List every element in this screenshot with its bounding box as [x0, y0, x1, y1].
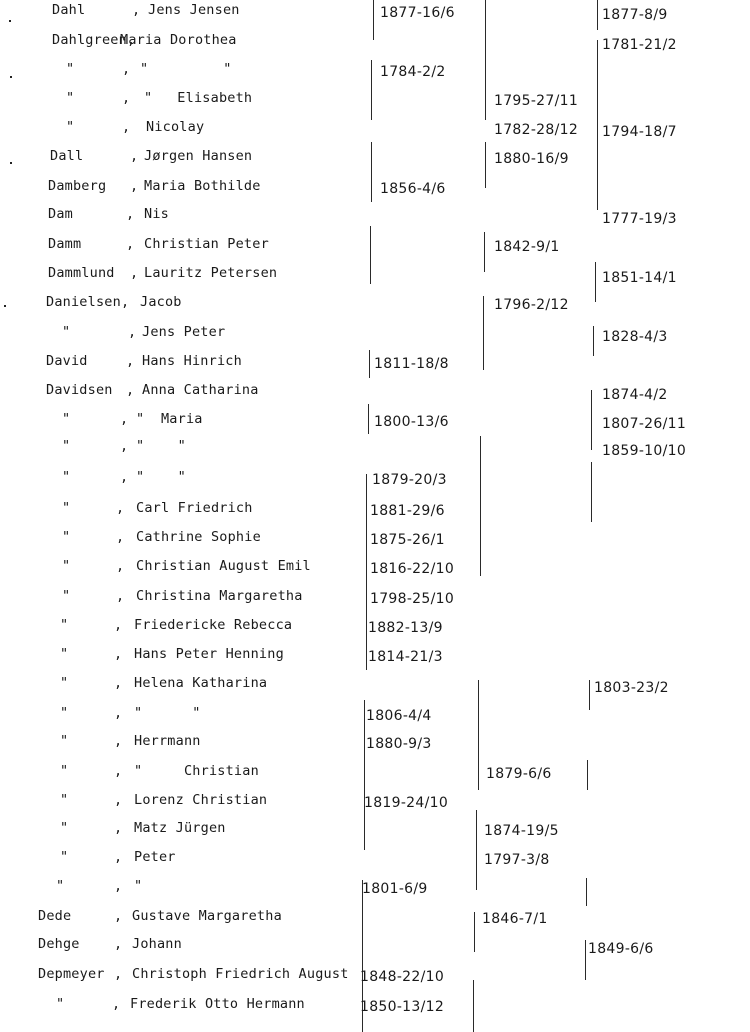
entry-date-column-3: 1794-18/7	[602, 124, 677, 140]
entry-given-name: " "	[136, 469, 186, 485]
entry-given-name: " Elisabeth	[144, 90, 253, 106]
column-rule	[474, 912, 475, 952]
entry-given-name: " "	[136, 438, 186, 454]
entry-date-column-2: 1846-7/1	[482, 911, 548, 927]
column-rule	[589, 680, 590, 710]
entry-date-column-3: 1877-8/9	[602, 7, 668, 23]
name-separator: ,	[120, 469, 129, 485]
name-separator: ,	[114, 849, 123, 865]
entry-given-name: " Maria	[136, 411, 203, 427]
entry-date-column-1: 1784-2/2	[380, 64, 446, 80]
entry-date-column-2: 1880-16/9	[494, 151, 569, 167]
entry-given-name: Jens Jensen	[148, 2, 240, 18]
entry-surname: "	[60, 792, 69, 808]
entry-surname: Damm	[48, 236, 82, 252]
column-rule	[595, 262, 596, 302]
name-separator: ,	[116, 529, 125, 545]
entry-surname: Dall	[50, 148, 84, 164]
entry-date-column-1: 1798-25/10	[370, 591, 455, 607]
entry-date-column-1: 1819-24/10	[364, 795, 449, 811]
entry-given-name: Jacob	[140, 294, 182, 310]
column-rule	[597, 0, 598, 30]
name-separator: ,	[122, 90, 131, 106]
name-separator: ,	[116, 558, 125, 574]
column-rule	[370, 226, 371, 284]
entry-given-name: " Christian	[134, 763, 259, 779]
entry-date-column-2: 1879-6/6	[486, 766, 552, 782]
entry-given-name: Christian August Emil	[136, 558, 311, 574]
name-separator: ,	[112, 996, 121, 1012]
entry-surname: Depmeyer	[38, 966, 105, 982]
entry-given-name: Christina Margaretha	[136, 588, 303, 604]
entry-surname: "	[60, 617, 69, 633]
entry-given-name: " "	[140, 61, 232, 77]
entry-surname: "	[60, 733, 69, 749]
name-separator: ,	[122, 119, 131, 135]
column-rule	[366, 474, 367, 670]
entry-date-column-1: 1881-29/6	[370, 503, 445, 519]
entry-date-column-3: 1777-19/3	[602, 211, 677, 227]
entry-date-column-1: 1856-4/6	[380, 181, 446, 197]
name-separator: ,	[122, 61, 131, 77]
column-rule	[364, 700, 365, 850]
entry-date-column-3: 1859-10/10	[602, 443, 687, 459]
name-separator: ,	[114, 966, 123, 982]
entry-surname: "	[62, 500, 71, 516]
entry-given-name: Cathrine Sophie	[136, 529, 261, 545]
name-separator: ,	[114, 908, 123, 924]
entry-given-name: Nicolay	[146, 119, 205, 135]
entry-surname: "	[62, 324, 71, 340]
entry-given-name: Frederik Otto Hermann	[130, 996, 305, 1012]
entry-surname: Damberg	[48, 178, 107, 194]
entry-surname: "	[66, 61, 75, 77]
entry-date-column-1: 1875-26/1	[370, 532, 445, 548]
entry-date-column-3: 1828-4/3	[602, 329, 668, 345]
column-rule	[597, 40, 598, 210]
scan-speck	[4, 305, 6, 307]
name-separator: ,	[114, 878, 123, 894]
name-separator: ,	[114, 675, 123, 691]
entry-surname: "	[56, 996, 65, 1012]
entry-surname: David	[46, 353, 88, 369]
entry-surname: "	[60, 646, 69, 662]
name-separator: ,	[130, 265, 139, 281]
column-rule	[587, 760, 588, 790]
column-rule	[483, 296, 484, 370]
entry-given-name: Anna Catharina	[142, 382, 259, 398]
entry-date-column-3: 1781-21/2	[602, 37, 677, 53]
entry-surname: "	[60, 763, 69, 779]
entry-surname: "	[62, 529, 71, 545]
name-separator: ,	[126, 236, 135, 252]
entry-surname: "	[60, 705, 69, 721]
entry-surname: Dam	[48, 206, 73, 222]
entry-given-name: Lorenz Christian	[134, 792, 268, 808]
entry-given-name: Maria Bothilde	[144, 178, 261, 194]
name-separator: ,	[120, 411, 129, 427]
name-separator: ,	[114, 936, 123, 952]
entry-given-name: Jørgen Hansen	[144, 148, 253, 164]
entry-date-column-3: 1851-14/1	[602, 270, 677, 286]
column-rule	[373, 0, 374, 40]
entry-date-column-1: 1848-22/10	[360, 969, 445, 985]
entry-surname: Dammlund	[48, 265, 115, 281]
entry-given-name: Carl Friedrich	[136, 500, 253, 516]
name-separator: ,	[116, 500, 125, 516]
name-separator: ,	[128, 324, 137, 340]
column-rule	[585, 940, 586, 980]
scan-speck	[10, 162, 12, 164]
entry-date-column-1: 1811-18/8	[374, 356, 449, 372]
entry-given-name: Hans Hinrich	[142, 353, 242, 369]
entry-surname: Dahlgreen,	[52, 32, 136, 48]
entry-surname: Davidsen	[46, 382, 113, 398]
entry-date-column-3: 1807-26/11	[602, 416, 687, 432]
entry-surname: "	[66, 90, 75, 106]
entry-surname: Dehge	[38, 936, 80, 952]
entry-surname: "	[62, 411, 71, 427]
column-rule	[369, 350, 370, 378]
entry-surname: "	[60, 675, 69, 691]
name-separator: ,	[114, 792, 123, 808]
entry-date-column-1: 1800-13/6	[374, 414, 449, 430]
entry-surname: "	[62, 469, 71, 485]
column-rule	[591, 390, 592, 450]
entry-date-column-1: 1880-9/3	[366, 736, 432, 752]
entry-given-name: Peter	[134, 849, 176, 865]
name-separator: ,	[126, 382, 135, 398]
entry-given-name: Herrmann	[134, 733, 201, 749]
name-separator: ,	[132, 2, 141, 18]
entry-given-name: Helena Katharina	[134, 675, 268, 691]
column-rule	[473, 980, 474, 1032]
entry-surname: "	[56, 878, 65, 894]
entry-date-column-3: 1803-23/2	[594, 680, 669, 696]
column-rule	[593, 326, 594, 356]
column-rule	[371, 60, 372, 120]
entry-date-column-2: 1795-27/11	[494, 93, 579, 109]
name-separator: ,	[114, 705, 123, 721]
entry-surname: "	[66, 119, 75, 135]
column-rule	[478, 680, 479, 790]
column-rule	[591, 462, 592, 522]
name-separator: ,	[114, 763, 123, 779]
entry-surname: Danielsen,	[46, 294, 130, 310]
entry-given-name: Hans Peter Henning	[134, 646, 284, 662]
scan-speck	[10, 76, 12, 78]
column-rule	[480, 436, 481, 576]
entry-given-name: Friedericke Rebecca	[134, 617, 293, 633]
name-separator: ,	[114, 733, 123, 749]
entry-given-name: Gustave Margaretha	[132, 908, 282, 924]
entry-given-name: Matz Jürgen	[134, 820, 226, 836]
entry-date-column-1: 1877-16/6	[380, 5, 455, 21]
column-rule	[586, 878, 587, 906]
entry-date-column-2: 1842-9/1	[494, 239, 560, 255]
entry-date-column-1: 1806-4/4	[366, 708, 432, 724]
entry-given-name: " "	[134, 705, 201, 721]
entry-date-column-3: 1849-6/6	[588, 941, 654, 957]
entry-date-column-2: 1874-19/5	[484, 823, 559, 839]
entry-date-column-2: 1796-2/12	[494, 297, 569, 313]
entry-surname: Dede	[38, 908, 72, 924]
name-separator: ,	[130, 178, 139, 194]
column-rule	[485, 0, 486, 120]
name-separator: ,	[114, 617, 123, 633]
entry-date-column-1: 1814-21/3	[368, 649, 443, 665]
entry-date-column-1: 1850-13/12	[360, 999, 445, 1015]
column-rule	[368, 404, 369, 434]
column-rule	[485, 142, 486, 188]
entry-date-column-1: 1882-13/9	[368, 620, 443, 636]
entry-given-name: "	[134, 878, 143, 894]
name-separator: ,	[114, 820, 123, 836]
column-rule	[476, 810, 477, 890]
entry-given-name: Christian Peter	[144, 236, 269, 252]
entry-given-name: Johann	[132, 936, 182, 952]
entry-date-column-1: 1879-20/3	[372, 472, 447, 488]
entry-surname: "	[60, 820, 69, 836]
entry-surname: "	[62, 438, 71, 454]
entry-surname: "	[62, 588, 71, 604]
entry-given-name: Maria Dorothea	[120, 32, 237, 48]
entry-surname: "	[62, 558, 71, 574]
entry-given-name: Christoph Friedrich August	[132, 966, 349, 982]
name-separator: ,	[126, 206, 135, 222]
entry-surname: Dahl	[52, 2, 86, 18]
entry-date-column-1: 1816-22/10	[370, 561, 455, 577]
name-separator: ,	[120, 438, 129, 454]
entry-given-name: Lauritz Petersen	[144, 265, 278, 281]
entry-date-column-3: 1874-4/2	[602, 387, 668, 403]
name-separator: ,	[116, 588, 125, 604]
name-separator: ,	[126, 353, 135, 369]
name-separator: ,	[114, 646, 123, 662]
entry-date-column-1: 1801-6/9	[362, 881, 428, 897]
entry-date-column-2: 1797-3/8	[484, 852, 550, 868]
entry-surname: "	[60, 849, 69, 865]
entry-date-column-2: 1782-28/12	[494, 122, 579, 138]
scan-speck	[9, 20, 11, 22]
entry-given-name: Jens Peter	[142, 324, 226, 340]
column-rule	[371, 142, 372, 202]
name-separator: ,	[130, 148, 139, 164]
column-rule	[484, 232, 485, 272]
entry-given-name: Nis	[144, 206, 169, 222]
